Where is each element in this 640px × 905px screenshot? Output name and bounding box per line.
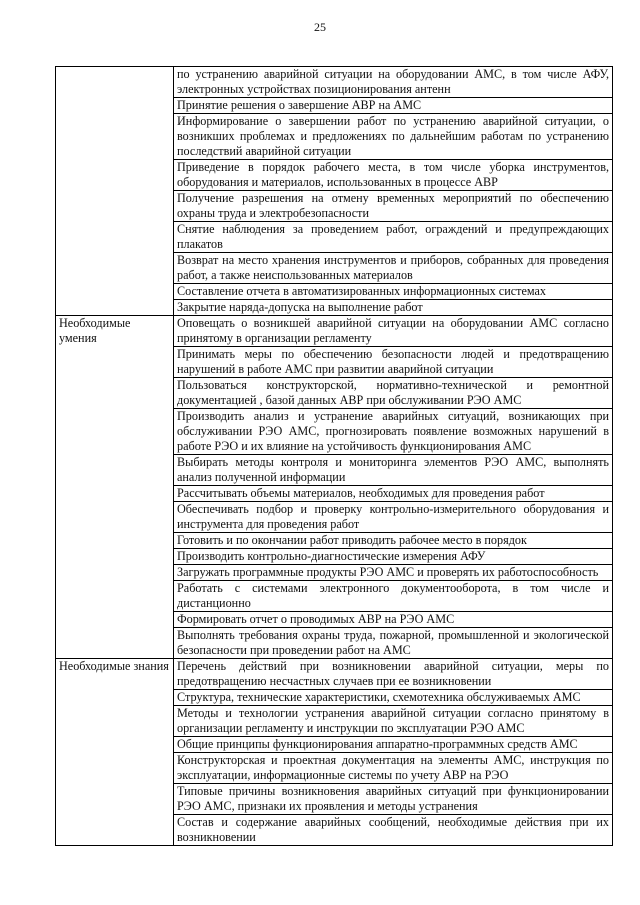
table-row bbox=[56, 659, 613, 690]
section-item: Состав и содержание аварийных сообщений, необходимые действия при их возникновении bbox=[174, 815, 613, 846]
section-item: Типовые причины возникновения аварийных ситуаций при функционировании РЭО АМС, признаки их проявления и методы устранения bbox=[174, 784, 613, 815]
section-item: Работать с системами электронного документооборота, в том числе и дистанционно bbox=[174, 581, 613, 612]
section-item: Выполнять требования охраны труда, пожарной, промышленной и экологической безопасности при проведении работ на АМС bbox=[174, 628, 613, 659]
section-item: Обеспечивать подбор и проверку контрольно-измерительного оборудования и инструмента для проведения работ bbox=[174, 502, 613, 533]
table-row bbox=[56, 67, 613, 98]
section-item: Рассчитывать объемы материалов, необходимых для проведения работ bbox=[174, 486, 613, 502]
section-label: Необходимые знания bbox=[56, 659, 174, 846]
section-item: Готовить и по окончании работ приводить рабочее место в порядок bbox=[174, 533, 613, 549]
section-item: Методы и технологии устранения аварийной ситуации согласно принятому в организации регламенту и инструкции по эксплуатации РЭО АМС bbox=[174, 706, 613, 737]
section-item: Снятие наблюдения за проведением работ, ограждений и предупреждающих плакатов bbox=[174, 222, 613, 253]
section-label: Необходимые умения bbox=[56, 316, 174, 659]
section-item: Возврат на место хранения инструментов и приборов, собранных для проведения работ, а также неиспользованных материалов bbox=[174, 253, 613, 284]
section-item: Информирование о завершении работ по устранению аварийной ситуации, о возникших проблемах и предложениях по дальнейшим работам по устранению последствий аварийной ситуации bbox=[174, 114, 613, 160]
section-item: по устранению аварийной ситуации на оборудовании АМС, в том числе АФУ, электронных устройствах позиционирования антенн bbox=[174, 67, 613, 98]
section-item: Оповещать о возникшей аварийной ситуации на оборудовании АМС согласно принятому в организации регламенту bbox=[174, 316, 613, 347]
section-item: Общие принципы функционирования аппаратно-программных средств АМС bbox=[174, 737, 613, 753]
section-item: Производить контрольно-диагностические измерения АФУ bbox=[174, 549, 613, 565]
section-item: Пользоваться конструкторской, нормативно-технической и ремонтной документацией , базой данных АВР при обслуживании РЭО АМС bbox=[174, 378, 613, 409]
section-item: Приведение в порядок рабочего места, в том числе уборка инструментов, оборудования и материалов, использованных в процессе АВР bbox=[174, 160, 613, 191]
section-item: Структура, технические характеристики, схемотехника обслуживаемых АМС bbox=[174, 690, 613, 706]
section-item: Составление отчета в автоматизированных информационных системах bbox=[174, 284, 613, 300]
section-item: Конструкторская и проектная документация на элементы АМС, инструкция по эксплуатации, информационные системы по учету АВР на РЭО bbox=[174, 753, 613, 784]
section-item: Получение разрешения на отмену временных мероприятий по обеспечению охраны труда и электробезопасности bbox=[174, 191, 613, 222]
section-item: Принятие решения о завершение АВР на АМС bbox=[174, 98, 613, 114]
page-number: 25 bbox=[314, 20, 326, 34]
section-label bbox=[56, 67, 174, 316]
section-item: Загружать программные продукты РЭО АМС и проверять их работоспособность bbox=[174, 565, 613, 581]
section-item: Формировать отчет о проводимых АВР на РЭО АМС bbox=[174, 612, 613, 628]
section-item: Закрытие наряда-допуска на выполнение работ bbox=[174, 300, 613, 316]
requirements-table bbox=[55, 66, 613, 846]
section-item: Перечень действий при возникновении аварийной ситуации, меры по предотвращению несчастных случаев при ее возникновении bbox=[174, 659, 613, 690]
section-item: Принимать меры по обеспечению безопасности людей и предотвращению нарушений в работе АМС при развитии аварийной ситуации bbox=[174, 347, 613, 378]
section-item: Производить анализ и устранение аварийных ситуаций, возникающих при обслуживании РЭО АМС, прогнозировать появление возможных нарушений в работе РЭО и их влияние на устойчивость функционирования АМС bbox=[174, 409, 613, 455]
section-item: Выбирать методы контроля и мониторинга элементов РЭО АМС, выполнять анализ полученной информации bbox=[174, 455, 613, 486]
table-row bbox=[56, 316, 613, 347]
